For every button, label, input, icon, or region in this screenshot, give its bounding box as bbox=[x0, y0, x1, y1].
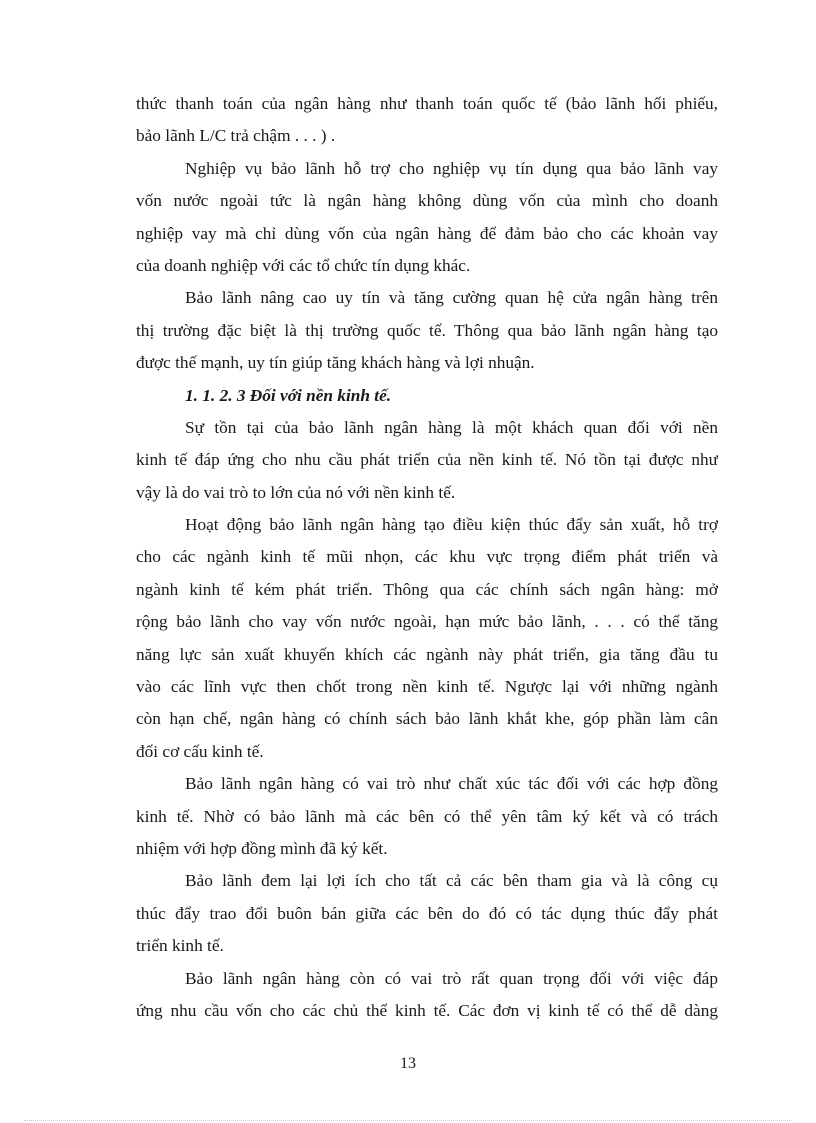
text-line: nghiệp vay mà chỉ dùng vốn của ngân hàng để đảm bảo cho các khoản vay bbox=[136, 223, 718, 243]
text-line: Bảo lãnh đem lại lợi ích cho tất cả các bên tham gia và là công cụ bbox=[185, 871, 718, 891]
text-line: ngành kinh tế kém phát triển. Thông qua các chính sách ngân hàng: mở bbox=[136, 579, 718, 599]
text-line: kinh tế đáp ứng cho nhu cầu phát triển của nền kinh tế. Nó tồn tại được như bbox=[136, 450, 718, 470]
page-number: 13 bbox=[400, 1055, 416, 1072]
text-line: còn hạn chế, ngân hàng có chính sách bảo lãnh khắt khe, góp phần làm cân bbox=[136, 709, 718, 729]
text-line: cho các ngành kinh tế mũi nhọn, các khu vực trọng điểm phát triển và bbox=[136, 547, 718, 567]
page-bottom-rule bbox=[24, 1120, 792, 1121]
text-line: rộng bảo lãnh cho vay vốn nước ngoài, hạn mức bảo lãnh, . . . có thể tăng bbox=[136, 612, 718, 632]
text-line: năng lực sản xuất khuyến khích các ngành này phát triển, gia tăng đầu tu bbox=[136, 644, 718, 664]
text-line: Hoạt động bảo lãnh ngân hàng tạo điều kiện thúc đẩy sản xuất, hỗ trợ bbox=[185, 515, 718, 535]
text-line: vốn nước ngoài tức là ngân hàng không dùng vốn của mình cho doanh bbox=[136, 191, 718, 211]
text-line: vậy là do vai trò to lớn của nó với nền kinh tế. bbox=[136, 482, 456, 502]
text-line: triển kinh tế. bbox=[136, 936, 224, 956]
text-line: Bảo lãnh ngân hàng có vai trò như chất xúc tác đối với các hợp đồng bbox=[185, 774, 718, 794]
section-heading: 1. 1. 2. 3 Đối với nền kinh tế. bbox=[185, 385, 392, 405]
text-line: nhiệm với hợp đồng mình đã ký kết. bbox=[136, 838, 388, 858]
text-line: Bảo lãnh nâng cao uy tín và tăng cường quan hệ cửa ngân hàng trên bbox=[185, 288, 718, 308]
text-line: thúc đẩy trao đổi buôn bán giữa các bên do đó có tác dụng thúc đẩy phát bbox=[136, 903, 718, 923]
text-line: Bảo lãnh ngân hàng còn có vai trò rất quan trọng đối với việc đáp bbox=[185, 968, 718, 988]
text-line: bảo lãnh L/C trả chậm . . . ) . bbox=[136, 126, 336, 146]
text-line: vào các lĩnh vực then chốt trong nền kinh tế. Ngược lại với những ngành bbox=[136, 677, 718, 697]
text-line: đối cơ cấu kinh tế. bbox=[136, 741, 264, 761]
text-line: ứng nhu cầu vốn cho các chủ thể kinh tế. Các đơn vị kinh tế có thể dễ dàng bbox=[136, 1000, 718, 1020]
text-line: của doanh nghiệp với các tổ chức tín dụng khác. bbox=[136, 255, 471, 275]
text-line: thị trường đặc biệt là thị trường quốc tế. Thông qua bảo lãnh ngân hàng tạo bbox=[136, 320, 718, 340]
text-line: Sự tồn tại của bảo lãnh ngân hàng là một khách quan đối với nền bbox=[185, 417, 718, 437]
text-line: được thế mạnh, uy tín giúp tăng khách hàng và lợi nhuận. bbox=[136, 353, 535, 373]
text-line: kinh tế. Nhờ có bảo lãnh mà các bên có thể yên tâm ký kết và có trách bbox=[136, 806, 718, 826]
text-line: thức thanh toán của ngân hàng như thanh toán quốc tế (bảo lãnh hối phiếu, bbox=[136, 94, 718, 113]
document-body bbox=[136, 88, 718, 1027]
text-line: Nghiệp vụ bảo lãnh hỗ trợ cho nghiệp vụ tín dụng qua bảo lãnh vay bbox=[185, 158, 718, 178]
